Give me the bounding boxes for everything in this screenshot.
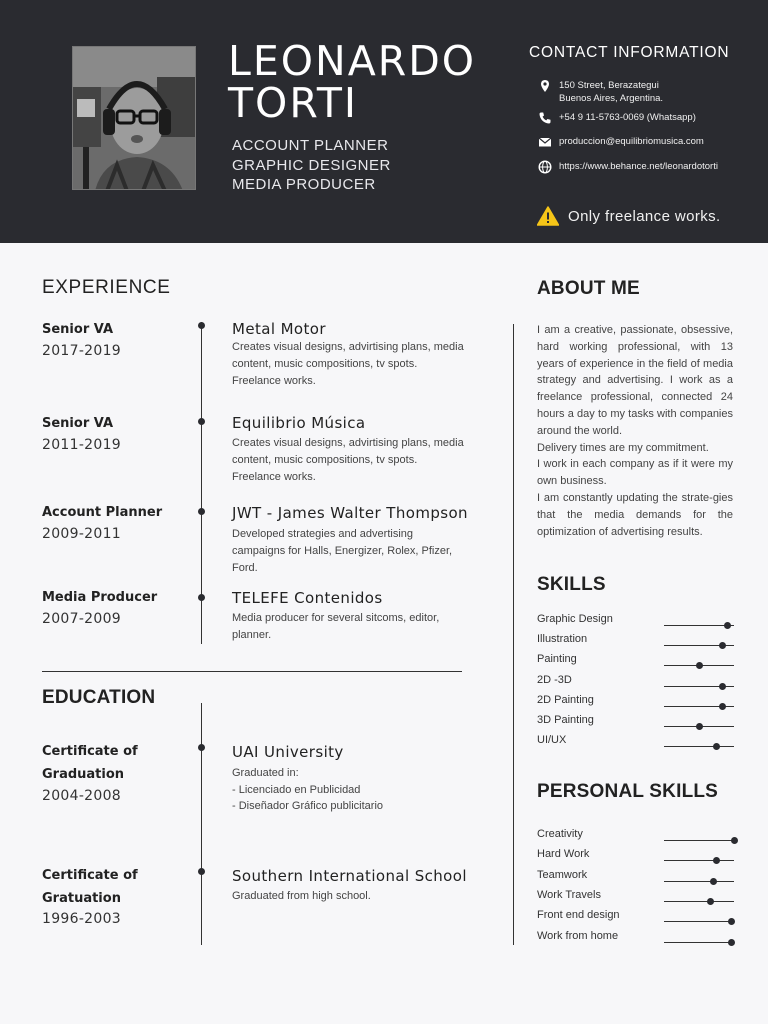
skill-name: Work from home [537, 929, 619, 942]
skill-name: Teamwork [537, 868, 588, 881]
skill-level-knob [710, 878, 717, 885]
header-band [0, 0, 768, 243]
experience-role: Senior VA [42, 322, 113, 337]
education-years: 1996-2003 [42, 911, 122, 927]
skill-level-knob [696, 662, 703, 669]
skill-level-track [664, 840, 734, 841]
timeline-dot [198, 594, 205, 601]
education-description [232, 765, 482, 815]
description-line: campaigns for Halls, Energizer, Rolex, Pfizer, [232, 545, 453, 557]
skill-name: 3D Painting [537, 714, 594, 726]
skill-name: Hard Work [537, 848, 590, 861]
experience-heading: EXPERIENCE [42, 277, 171, 298]
about-paragraph: I am a creative, passionate, obsessive, hard working professional, with 13 years of experience in the field of media strategy and advertising. I work as a freelance professional, connected 24 hours a day to my tasks with companies around the world. [537, 324, 733, 437]
description-line: Creates visual designs, advirtising plans, media [232, 341, 464, 353]
experience-role: Media Producer [42, 590, 158, 605]
skill-level-track [664, 942, 734, 943]
description-line: content, music compositions, tv spots. [232, 358, 418, 370]
education-degree: Certificate of [42, 744, 138, 759]
email-link[interactable]: produccion@equilibriomusica.com [559, 136, 704, 147]
timeline-dot [198, 868, 205, 875]
skill-name: Front end design [537, 909, 620, 922]
skill-level-knob [719, 683, 726, 690]
skill-row [537, 930, 737, 950]
skill-level-knob [719, 642, 726, 649]
skill-level-knob [713, 743, 720, 750]
role-line: ACCOUNT PLANNER [232, 137, 389, 154]
experience-description [232, 610, 482, 644]
skill-row [537, 734, 737, 754]
skill-level-knob [719, 703, 726, 710]
skill-name: Creativity [537, 828, 583, 840]
description-line: Media producer for several sitcoms, editor, [232, 612, 440, 624]
skill-name: Illustration [537, 633, 588, 646]
skill-level-knob [696, 723, 703, 730]
experience-description [232, 435, 482, 486]
about-paragraph: Delivery times are my commitment. [537, 441, 709, 454]
address-line: Buenos Aires, Argentina. [559, 93, 664, 104]
contact-address [538, 79, 663, 105]
education-degree: Certificate of [42, 868, 138, 883]
about-paragraph: I work in each company as if it were my own business. [537, 458, 733, 488]
description-line: planner. [232, 629, 272, 641]
about-text [537, 322, 733, 540]
experience-role: Senior VA [42, 416, 113, 431]
education-school: Southern International School [232, 867, 467, 885]
skill-name: Graphic Design [537, 613, 613, 625]
website-link[interactable]: https://www.behance.net/leonardotorti [559, 161, 718, 172]
skill-row [537, 848, 737, 868]
freelance-text: Only freelance works. [568, 207, 721, 225]
skill-row [537, 653, 737, 673]
description-line: Creates visual designs, advirtising plans, media [232, 437, 464, 449]
skill-name: 2D -3D [537, 673, 572, 686]
skill-level-knob [728, 939, 735, 946]
name-last: TORTI [228, 79, 358, 127]
skill-level-track [664, 901, 734, 902]
contact-email [538, 135, 704, 149]
skill-row [537, 828, 737, 848]
education-heading: EDUCATION [42, 687, 156, 708]
skill-level-track [664, 746, 734, 747]
skill-name: Work Travels [537, 888, 601, 901]
role-line: GRAPHIC DESIGNER [232, 156, 391, 174]
experience-role: Account Planner [42, 505, 163, 520]
skill-row [537, 869, 737, 889]
experience-company: TELEFE Contenidos [232, 589, 383, 607]
education-description [232, 888, 482, 905]
experience-company: Equilibrio Música [232, 414, 366, 432]
about-heading: ABOUT ME [537, 278, 640, 299]
description-line: Ford. [232, 562, 258, 574]
skills-heading: SKILLS [537, 574, 606, 595]
skill-row [537, 674, 737, 694]
skill-level-track [664, 860, 734, 861]
education-years: 2004-2008 [42, 788, 122, 804]
skill-level-knob [707, 898, 714, 905]
timeline-dot [198, 508, 205, 515]
skill-name: Painting [537, 653, 577, 666]
name-first: LEONARDO [228, 37, 477, 85]
location-pin-icon [538, 79, 552, 93]
contact-phone [538, 111, 696, 125]
portrait-photo-icon [73, 47, 196, 190]
candidate-roles [232, 136, 391, 195]
experience-company: Metal Motor [232, 320, 326, 338]
skill-row [537, 694, 737, 714]
description-line: Freelance works. [232, 471, 316, 483]
skill-level-knob [724, 622, 731, 629]
skill-row [537, 889, 737, 909]
globe-icon [538, 160, 552, 174]
experience-company: JWT - James Walter Thompson [232, 504, 468, 522]
timeline-dot [198, 744, 205, 751]
experience-years: 2007-2009 [42, 611, 122, 627]
timeline-dot [198, 322, 205, 329]
skill-level-knob [728, 918, 735, 925]
skill-level-knob [731, 837, 738, 844]
experience-description [232, 339, 482, 390]
skill-row [537, 909, 737, 929]
email-icon [538, 135, 552, 149]
section-divider [42, 671, 462, 672]
timeline-dot [198, 418, 205, 425]
description-line: Developed strategies and advertising [232, 528, 414, 540]
freelance-note [537, 206, 721, 226]
education-school: UAI University [232, 743, 344, 761]
skill-level-track [664, 921, 734, 922]
description-line: - Diseñador Gráfico publicitario [232, 800, 384, 812]
skill-level-knob [713, 857, 720, 864]
phone-icon [538, 111, 552, 125]
experience-description [232, 526, 482, 577]
experience-years: 2017-2019 [42, 343, 122, 359]
description-line: Graduated from high school. [232, 890, 371, 902]
description-line: - Licenciado en Publicidad [232, 783, 361, 796]
personal-skills-heading: PERSONAL SKILLS [537, 781, 719, 802]
experience-years: 2011-2019 [42, 437, 122, 453]
experience-years: 2009-2011 [42, 526, 122, 542]
contact-title: CONTACT INFORMATION [529, 44, 730, 61]
profile-photo [72, 46, 196, 190]
education-degree: Gratuation [42, 891, 121, 906]
about-paragraph: I am constantly updating the strate-gies that the media demands for the optimization of advertising results. [537, 491, 733, 538]
skill-row [537, 633, 737, 653]
candidate-name [228, 37, 477, 127]
role-line: MEDIA PRODUCER [232, 176, 376, 193]
skill-row [537, 714, 737, 734]
skill-name: UI/UX [537, 734, 567, 747]
education-degree: Graduation [42, 767, 125, 782]
education-timeline [201, 703, 202, 945]
phone-number[interactable]: +54 9 11-5763-0069 (Whatsapp) [559, 112, 696, 123]
contact-website [538, 160, 718, 174]
description-line: content, music compositions, tv spots. [232, 454, 418, 466]
description-line: Freelance works. [232, 375, 316, 387]
skill-name: 2D Painting [537, 693, 594, 706]
address-line: 150 Street, Berazategui [559, 80, 659, 91]
description-line: Graduated in: [232, 767, 299, 779]
column-divider [513, 324, 514, 945]
skill-row [537, 613, 737, 633]
warning-icon [537, 206, 559, 226]
skill-level-track [664, 881, 734, 882]
